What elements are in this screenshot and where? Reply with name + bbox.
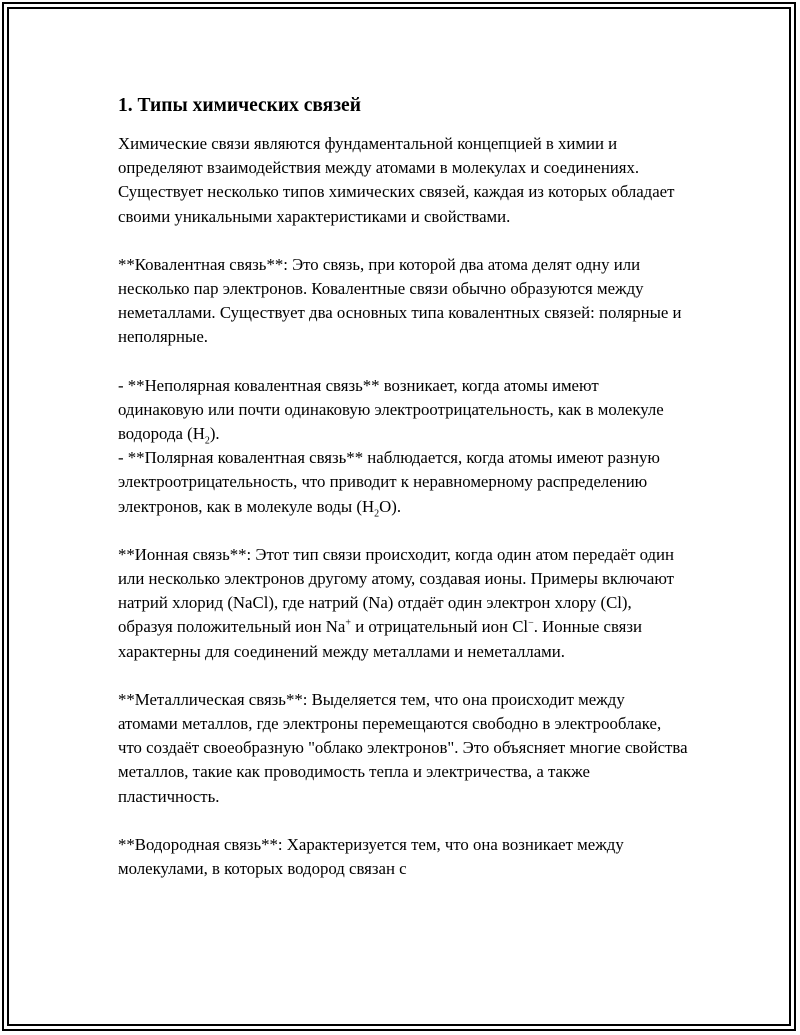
nonpolar-text-end: ). <box>209 424 220 444</box>
sodium-ion-charge: + <box>345 617 351 629</box>
ionic-text: **Ионная связь**: Этот тип связи происходит, когда один атом передаёт один или несколько электронов другому атому, создавая ионы. Примеры включают натрий хлорид (NaCl), где натрий (Na) отдаёт один электрон хлору (Cl), образуя положительный ион Na <box>118 544 675 637</box>
metallic-bond-paragraph: **Металлическая связь**: Выделяется тем, что она происходит между атомами металлов, где электроны перемещаются свободно в электрооблаке, что создаёт своеобразную "облако электронов". Это объясняет многие свойства металлов, такие как проводимость тепла и электричества, а также пластичность. <box>118 689 688 806</box>
intro-paragraph: Химические связи являются фундаментальной концепцией в химии и определяют взаимодействия между атомами в молекулах и соединениях. Существует несколько типов химических связей, каждая из которых обладает своими уникальными характеристиками и свойствами. <box>118 134 675 226</box>
hydrogen-subscript: 2 <box>204 435 210 447</box>
polar-text: - **Полярная ковалентная связь** наблюдается, когда атомы имеют разную электроотрицательность, что приводит к неравномерному распределению электронов, как в молекуле воды (H <box>118 448 660 516</box>
ionic-text-mid: и отрицательный ион Cl <box>351 617 529 637</box>
chloride-ion-charge: − <box>528 617 534 629</box>
document-body <box>118 92 688 881</box>
ionic-bond-paragraph <box>118 543 688 664</box>
polar-text-end: O). <box>379 496 402 516</box>
ionic-text-end: . Ионные связи характерны для соединений между металлами и неметаллами. <box>118 617 642 661</box>
covalent-bond-paragraph: **Ковалентная связь**: Это связь, при которой два атома делят одну или несколько пар электронов. Ковалентные связи обычно образуются между неметаллами. Существует два основных типа ковалентных связей: полярные и неполярные. <box>118 254 682 347</box>
section-title: 1. Типы химических связей <box>118 95 361 116</box>
hydrogen-bond-paragraph: **Водородная связь**: Характеризуется тем, что она возникает между молекулами, в которых водород связан с <box>118 834 624 879</box>
nonpolar-bond-item <box>118 374 688 447</box>
nonpolar-text: - **Неполярная ковалентная связь** возникает, когда атомы имеют одинаковую или почти одинаковую электроотрицательность, как в молекуле водорода (H <box>118 375 664 444</box>
water-subscript: 2 <box>374 508 380 519</box>
polar-bond-item <box>118 446 688 519</box>
